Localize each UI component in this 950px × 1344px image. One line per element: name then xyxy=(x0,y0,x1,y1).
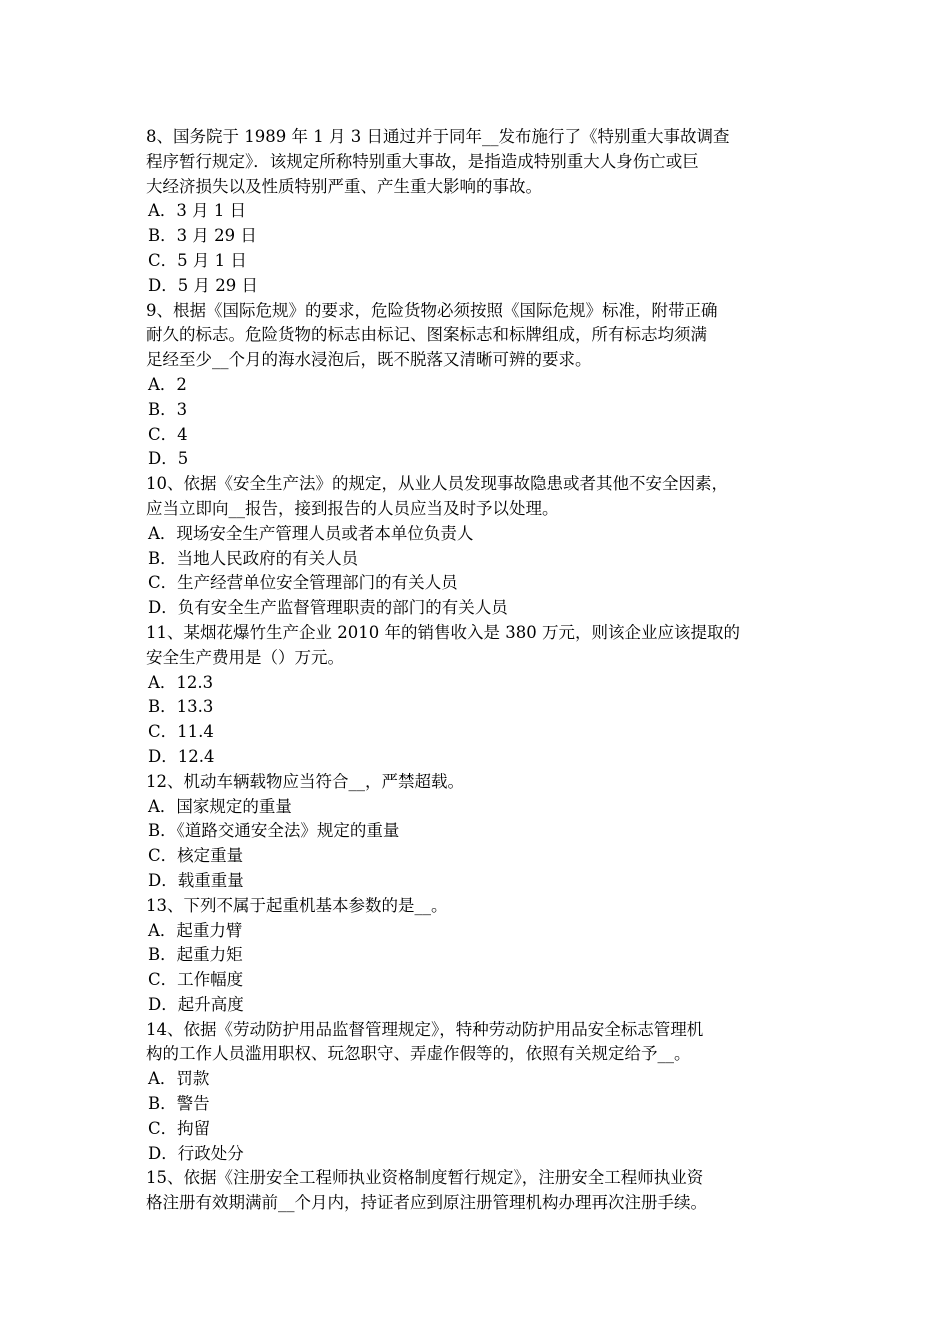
question-10 xyxy=(146,472,816,621)
option-d: D．行政处分 xyxy=(148,1143,244,1163)
option-b: B．《道路交通安全法》规定的重量 xyxy=(148,821,400,841)
question-stem-line: 14、依据《劳动防护用品监督管理规定》，特种劳动防护用品安全标志管理机 xyxy=(146,1019,704,1039)
option-a: A．3 月 1 日 xyxy=(148,201,247,221)
question-stem-line: 大经济损失以及性质特别严重、产生重大影响的事故。 xyxy=(146,176,542,196)
option-c: C．拘留 xyxy=(148,1118,211,1138)
question-stem-line: 8、国务院于 1989 年 1 月 3 日通过并于同年__发布施行了《特别重大事故调查 xyxy=(146,127,730,146)
question-stem-line: 9、根据《国际危规》的要求，危险货物必须按照《国际危规》标准，附带正确 xyxy=(146,300,718,320)
option-a: A．国家规定的重量 xyxy=(148,796,292,816)
question-14 xyxy=(146,1018,816,1167)
question-stem-line: 12、机动车辆载物应当符合__，严禁超载。 xyxy=(146,771,464,791)
option-c: C．核定重量 xyxy=(148,846,244,866)
document-page xyxy=(146,125,816,1216)
question-13 xyxy=(146,894,816,1018)
question-stem-line: 足经至少__个月的海水浸泡后，既不脱落又清晰可辨的要求。 xyxy=(146,350,592,370)
option-d: D．载重重量 xyxy=(148,870,244,890)
question-12 xyxy=(146,770,816,894)
option-b: B．警告 xyxy=(148,1094,210,1114)
option-a: A．2 xyxy=(148,374,187,394)
question-stem-line: 耐久的标志。危险货物的标志由标记、图案标志和标牌组成，所有标志均须满 xyxy=(146,325,707,345)
option-c: C．生产经营单位安全管理部门的有关人员 xyxy=(148,573,458,593)
option-b: B．3 xyxy=(148,399,188,419)
option-a: A．现场安全生产管理人员或者本单位负责人 xyxy=(148,523,474,543)
option-b: B．3 月 29 日 xyxy=(148,226,257,246)
option-d: D．12.4 xyxy=(148,746,215,766)
question-8 xyxy=(146,125,816,299)
question-stem-line: 安全生产费用是（）万元。 xyxy=(146,647,344,667)
option-d: D．5 月 29 日 xyxy=(148,275,258,295)
question-stem-line: 程序暂行规定》．该规定所称特别重大事故，是指造成特别重大人身伤亡或巨 xyxy=(146,151,699,171)
question-stem-line: 13、下列不属于起重机基本参数的是__。 xyxy=(146,895,448,915)
option-d: D．5 xyxy=(148,449,189,469)
question-stem-line: 15、依据《注册安全工程师执业资格制度暂行规定》，注册安全工程师执业资 xyxy=(146,1168,704,1188)
option-c: C．11.4 xyxy=(148,722,214,742)
option-b: B．起重力矩 xyxy=(148,945,243,965)
question-9 xyxy=(146,299,816,473)
option-c: C．5 月 1 日 xyxy=(148,250,247,270)
option-b: B．当地人民政府的有关人员 xyxy=(148,548,359,568)
question-stem-line: 11、某烟花爆竹生产企业 2010 年的销售收入是 380 万元，则该企业应该提取的 xyxy=(146,622,740,642)
option-b: B．13.3 xyxy=(148,697,214,717)
option-a: A．12.3 xyxy=(148,672,214,692)
option-c: C．4 xyxy=(148,424,188,444)
question-stem-line: 构的工作人员滥用职权、玩忽职守、弄虚作假等的，依照有关规定给予__。 xyxy=(146,1044,691,1064)
option-d: D．负有安全生产监督管理职责的部门的有关人员 xyxy=(148,598,508,618)
question-stem-line: 应当立即向__报告，接到报告的人员应当及时予以处理。 xyxy=(146,498,559,518)
option-c: C．工作幅度 xyxy=(148,970,244,990)
question-11 xyxy=(146,621,816,770)
option-a: A．起重力臂 xyxy=(148,920,243,940)
option-a: A．罚款 xyxy=(148,1069,210,1089)
question-stem-line: 10、依据《安全生产法》的规定，从业人员发现事故隐患或者其他不安全因素， xyxy=(146,474,728,494)
option-d: D．起升高度 xyxy=(148,994,244,1014)
question-15 xyxy=(146,1166,816,1216)
question-stem-line: 格注册有效期满前__个月内，持证者应到原注册管理机构办理再次注册手续。 xyxy=(146,1193,707,1213)
